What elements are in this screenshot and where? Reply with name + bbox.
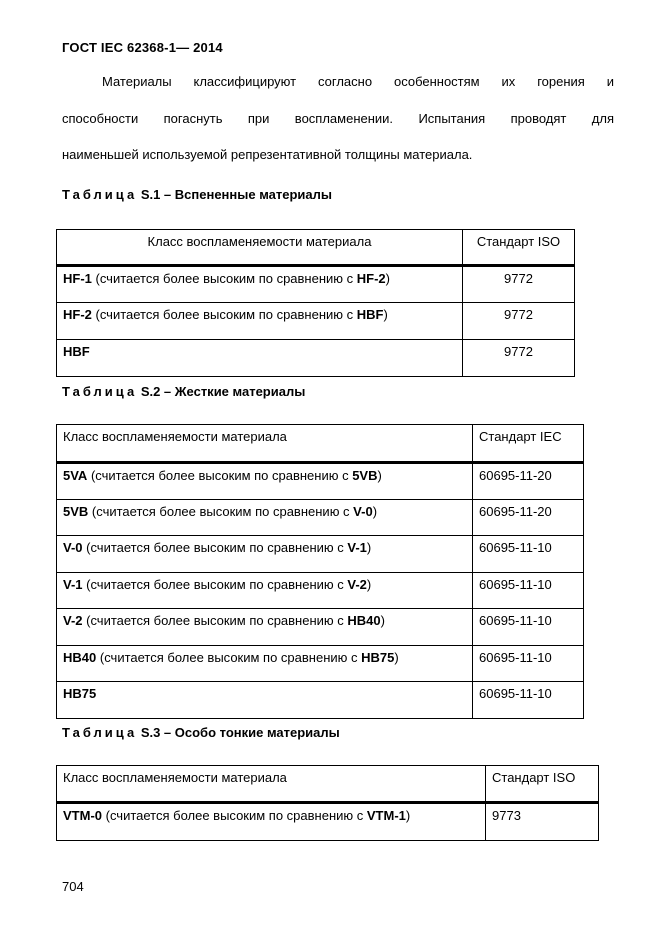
intro-line-1: Материалы классифицируют согласно особенностям их горения и bbox=[102, 74, 614, 89]
table1-class-a: HF-1 bbox=[63, 271, 92, 286]
table2-standard-cell: 60695-11-10 bbox=[473, 609, 584, 646]
table3-caption-text: S.3 – Особо тонкие материалы bbox=[140, 725, 340, 740]
document-header: ГОСТ IEC 62368-1— 2014 bbox=[62, 40, 223, 55]
table2-class-a: 5VA bbox=[63, 468, 88, 483]
table2-class-end: ) bbox=[372, 503, 378, 519]
table3-class-mid: (считается более высоким по сравнению с bbox=[102, 808, 367, 823]
table2-class-a: HB75 bbox=[63, 686, 97, 701]
table2-class-b: V-0 bbox=[353, 503, 373, 519]
table2-class-a: HB40 bbox=[63, 649, 97, 665]
table2-class-end: ) bbox=[366, 540, 372, 555]
table3-row bbox=[57, 803, 599, 841]
table2-class-a: V-0 bbox=[63, 540, 83, 555]
table1-caption bbox=[62, 187, 332, 202]
table2-class-cell bbox=[57, 645, 473, 682]
table2-class-b: V-1 bbox=[347, 540, 367, 555]
table2-caption-prefix: Таблица bbox=[62, 384, 138, 399]
table1-standard-cell: 9772 bbox=[463, 266, 575, 303]
table2-class-a: V-2 bbox=[63, 613, 83, 628]
table3-class-cell bbox=[57, 803, 486, 841]
table1-standard-cell: 9772 bbox=[463, 303, 575, 340]
table1-header-row bbox=[57, 230, 575, 266]
table1-col1-header: Класс воспламеняемости материала bbox=[57, 230, 463, 266]
table2-row bbox=[57, 609, 584, 646]
table3-class-b: VTM-1 bbox=[366, 808, 406, 823]
table2-row bbox=[57, 645, 584, 682]
table2-class-cell bbox=[57, 682, 473, 719]
table2-standard-cell: 60695-11-10 bbox=[473, 536, 584, 573]
table1-class-end: ) bbox=[383, 307, 388, 322]
table1-class-cell bbox=[57, 340, 463, 377]
table1-class-a: HBF bbox=[63, 344, 90, 359]
table2-standard-cell: 60695-11-10 bbox=[473, 682, 584, 719]
table3-caption-prefix: Таблица bbox=[62, 725, 138, 740]
table2-col2-header: Стандарт IEC bbox=[473, 425, 584, 463]
table1-class-mid: (считается более высоким по сравнению с bbox=[91, 307, 357, 322]
table2-header-row bbox=[57, 425, 584, 463]
table1-class-cell bbox=[57, 303, 463, 340]
table1-class-b: HBF bbox=[356, 307, 384, 322]
table2-class-mid: (считается более высоким по сравнению с bbox=[82, 540, 348, 555]
table1-class-b: HF-2 bbox=[356, 271, 386, 286]
table2-class-end: ) bbox=[366, 576, 372, 592]
table2-class-mid: (считается более высоким по сравнению с bbox=[96, 649, 362, 665]
intro-line-3: наименьшей используемой репрезентативной толщины материала. bbox=[62, 147, 473, 162]
table3-col2-header: Стандарт ISO bbox=[486, 766, 599, 803]
table2-row bbox=[57, 682, 584, 719]
table2-class-mid: (считается более высоким по сравнению с bbox=[82, 613, 348, 628]
table2-class-cell bbox=[57, 609, 473, 646]
table2-class-end: ) bbox=[380, 613, 385, 628]
table3-class-end: ) bbox=[405, 808, 411, 823]
intro-line-2: способности погаснуть при воспламенении. Испытания проводят для bbox=[62, 111, 614, 126]
table2-col1-header: Класс воспламеняемости материала bbox=[57, 425, 473, 463]
table1-class-a: HF-2 bbox=[63, 307, 92, 322]
table1-class-cell bbox=[57, 266, 463, 303]
table3-caption bbox=[62, 725, 340, 740]
table2-standard-cell: 60695-11-20 bbox=[473, 463, 584, 500]
table2-class-cell bbox=[57, 463, 473, 500]
table2-class-mid: (считается более высоким по сравнению с bbox=[87, 468, 353, 483]
table2 bbox=[56, 424, 584, 719]
table2-class-b: V-2 bbox=[347, 576, 367, 592]
table1-caption-text: S.1 – Вспененные материалы bbox=[140, 187, 333, 202]
table2-class-a: 5VB bbox=[63, 503, 89, 519]
table3 bbox=[56, 765, 599, 841]
table2-caption bbox=[62, 384, 305, 399]
table1 bbox=[56, 229, 575, 377]
table2-standard-cell: 60695-11-10 bbox=[473, 572, 584, 609]
table2-class-mid: (считается более высоким по сравнению с bbox=[82, 576, 348, 592]
table2-row bbox=[57, 572, 584, 609]
table2-class-mid: (считается более высоким по сравнению с bbox=[88, 503, 354, 519]
table1-class-end: ) bbox=[385, 271, 390, 286]
page-number: 704 bbox=[62, 879, 84, 894]
table3-standard-cell: 9773 bbox=[486, 803, 599, 841]
table2-class-cell bbox=[57, 536, 473, 573]
table2-class-cell bbox=[57, 572, 473, 609]
table1-class-mid: (считается более высоким по сравнению с bbox=[91, 271, 357, 286]
table2-class-a: V-1 bbox=[63, 576, 83, 592]
table3-header-row bbox=[57, 766, 599, 803]
table2-standard-cell: 60695-11-20 bbox=[473, 499, 584, 536]
table2-class-b: HB75 bbox=[361, 649, 395, 665]
table2-row bbox=[57, 536, 584, 573]
table2-class-b: 5VB bbox=[352, 468, 378, 483]
table2-standard-cell: 60695-11-10 bbox=[473, 645, 584, 682]
table3-class-a: VTM-0 bbox=[63, 808, 102, 823]
table3-col1-header: Класс воспламеняемости материала bbox=[57, 766, 486, 803]
table2-caption-text: S.2 – Жесткие материалы bbox=[140, 384, 306, 399]
table1-col2-header: Стандарт ISO bbox=[463, 230, 575, 266]
table1-row bbox=[57, 340, 575, 377]
table2-row bbox=[57, 463, 584, 500]
table2-class-end: ) bbox=[377, 468, 382, 483]
table2-class-cell bbox=[57, 499, 473, 536]
table1-row bbox=[57, 303, 575, 340]
table2-class-end: ) bbox=[394, 649, 399, 665]
table2-class-b: HB40 bbox=[347, 613, 381, 628]
table2-row bbox=[57, 499, 584, 536]
table1-standard-cell: 9772 bbox=[463, 340, 575, 377]
table1-caption-prefix: Таблица bbox=[62, 187, 138, 202]
table1-row bbox=[57, 266, 575, 303]
